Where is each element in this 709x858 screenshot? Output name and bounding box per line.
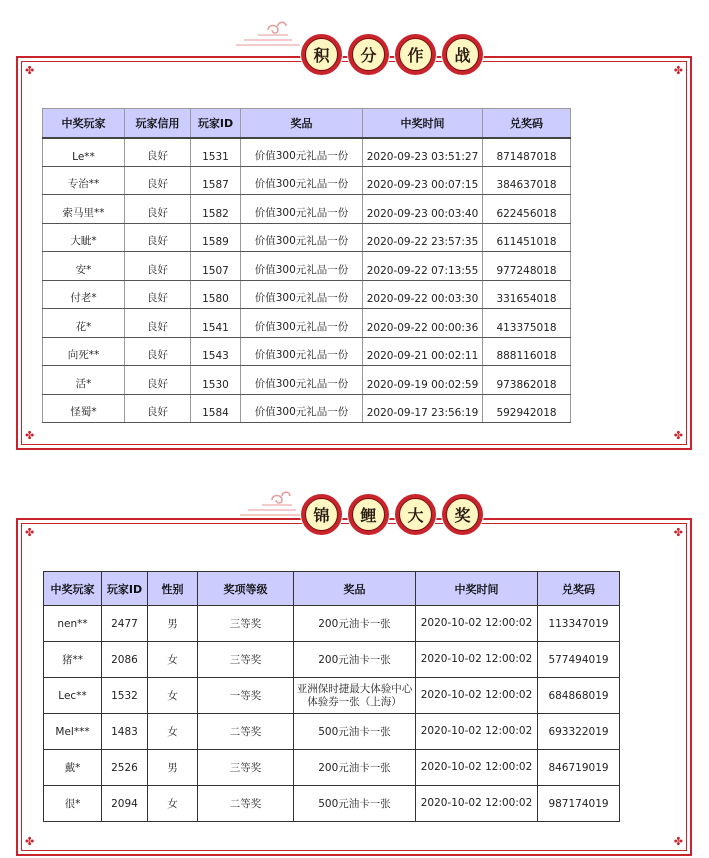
table-row (44, 714, 620, 750)
cloud-ornament-icon (238, 488, 308, 518)
table-cell: 200元油卡一张 (294, 606, 416, 642)
table-cell: 2020-10-02 12:00:02 (416, 714, 538, 750)
corner-ornament-icon: ✤ (25, 64, 35, 77)
title-char: 锦 (305, 498, 338, 531)
table-cell: 871487018 (483, 138, 571, 167)
ranking-section-1 (16, 0, 692, 450)
table-cell: 女 (148, 714, 198, 750)
table-cell: 价值300元礼品一份 (241, 280, 363, 309)
table-cell: 577494019 (538, 642, 620, 678)
table-cell: nen** (44, 606, 102, 642)
title-char: 分 (352, 38, 385, 71)
table-row (44, 786, 620, 822)
table-cell: 1530 (191, 366, 241, 395)
table-cell: 2020-10-02 12:00:02 (416, 642, 538, 678)
table-cell: 1507 (191, 252, 241, 281)
table-cell: 2477 (102, 606, 148, 642)
table-cell: 2086 (102, 642, 148, 678)
table-cell: 二等奖 (198, 714, 294, 750)
table-cell: 猪** (44, 642, 102, 678)
table-cell: 2020-09-21 00:02:11 (363, 337, 483, 366)
table-cell: 1589 (191, 223, 241, 252)
table-cell: 亚洲保时捷最大体验中心体验券一张（上海） (294, 678, 416, 714)
table-cell: 113347019 (538, 606, 620, 642)
title-medal (348, 34, 389, 75)
table-cell: 良好 (125, 394, 191, 423)
table-cell: 价值300元礼品一份 (241, 309, 363, 338)
table-row (44, 750, 620, 786)
table-cell: 973862018 (483, 366, 571, 395)
corner-ornament-icon: ✤ (673, 429, 683, 442)
table-cell: 价值300元礼品一份 (241, 195, 363, 224)
title-medal (395, 34, 436, 75)
title-medal (348, 494, 389, 535)
table-cell: 良好 (125, 252, 191, 281)
winners-table (43, 571, 620, 822)
table-cell: 戴* (44, 750, 102, 786)
table-cell: 很* (44, 786, 102, 822)
table-cell: 价值300元礼品一份 (241, 366, 363, 395)
column-header: 玩家信用 (125, 109, 191, 138)
table-cell: 索马里** (43, 195, 125, 224)
table-cell: 女 (148, 642, 198, 678)
column-header: 奖项等级 (198, 572, 294, 606)
column-header: 中奖玩家 (43, 109, 125, 138)
table-cell: 1584 (191, 394, 241, 423)
table-cell: 三等奖 (198, 750, 294, 786)
table-header-row (43, 109, 571, 138)
table-cell: 977248018 (483, 252, 571, 281)
corner-ornament-icon: ✤ (673, 64, 683, 77)
table-row (43, 195, 571, 224)
table-cell: 592942018 (483, 394, 571, 423)
table-cell: 良好 (125, 138, 191, 167)
table-cell: 活* (43, 366, 125, 395)
title-char: 奖 (446, 498, 479, 531)
table-row (43, 394, 571, 423)
table-cell: 2020-09-19 00:02:59 (363, 366, 483, 395)
table-cell: 1531 (191, 138, 241, 167)
table-cell: 200元油卡一张 (294, 642, 416, 678)
table-cell: 2020-09-23 00:03:40 (363, 195, 483, 224)
table-cell: 良好 (125, 366, 191, 395)
table-cell: 2020-10-02 12:00:02 (416, 750, 538, 786)
table-cell: 888116018 (483, 337, 571, 366)
table-cell: 1543 (191, 337, 241, 366)
table-cell: 2020-10-02 12:00:02 (416, 678, 538, 714)
table-row (43, 280, 571, 309)
table-cell: 384637018 (483, 166, 571, 195)
column-header: 中奖时间 (363, 109, 483, 138)
table-cell: 二等奖 (198, 786, 294, 822)
table-cell: 2020-10-02 12:00:02 (416, 786, 538, 822)
table-row (44, 606, 620, 642)
table-cell: 1541 (191, 309, 241, 338)
table-cell: 2526 (102, 750, 148, 786)
column-header: 兑奖码 (538, 572, 620, 606)
table-cell: 500元油卡一张 (294, 714, 416, 750)
table-cell: 2020-09-22 07:13:55 (363, 252, 483, 281)
table-cell: 331654018 (483, 280, 571, 309)
column-header: 中奖时间 (416, 572, 538, 606)
title-medal (395, 494, 436, 535)
table-cell: 男 (148, 606, 198, 642)
title-char: 作 (399, 38, 432, 71)
table-row (44, 642, 620, 678)
title-char: 积 (305, 38, 338, 71)
table-cell: 安* (43, 252, 125, 281)
table-cell: 1587 (191, 166, 241, 195)
table-cell: 一等奖 (198, 678, 294, 714)
table-cell: Mel*** (44, 714, 102, 750)
table-row (43, 166, 571, 195)
table-cell: 大眦* (43, 223, 125, 252)
table-cell: 怪蜀* (43, 394, 125, 423)
title-char: 大 (399, 498, 432, 531)
table-cell: 良好 (125, 337, 191, 366)
table-cell: 三等奖 (198, 642, 294, 678)
title-medal (442, 34, 483, 75)
corner-ornament-icon: ✤ (25, 526, 35, 539)
table-cell: 良好 (125, 309, 191, 338)
table-cell: 693322019 (538, 714, 620, 750)
table-cell: 付老* (43, 280, 125, 309)
table-cell: 价值300元礼品一份 (241, 252, 363, 281)
table-cell: 2020-10-02 12:00:02 (416, 606, 538, 642)
table-cell: 专治** (43, 166, 125, 195)
table-header-row (44, 572, 620, 606)
table-cell: 987174019 (538, 786, 620, 822)
table-row (43, 309, 571, 338)
section-title (301, 34, 483, 75)
table-cell: 1580 (191, 280, 241, 309)
table-row (43, 337, 571, 366)
title-medal (301, 494, 342, 535)
table-cell: 三等奖 (198, 606, 294, 642)
column-header: 奖品 (241, 109, 363, 138)
table-row (43, 366, 571, 395)
title-char: 战 (446, 38, 479, 71)
column-header: 玩家ID (191, 109, 241, 138)
column-header: 兑奖码 (483, 109, 571, 138)
table-cell: 价值300元礼品一份 (241, 166, 363, 195)
table-cell: 1483 (102, 714, 148, 750)
table-cell: 2020-09-23 03:51:27 (363, 138, 483, 167)
title-medal (301, 34, 342, 75)
table-cell: 良好 (125, 195, 191, 224)
table-cell: 622456018 (483, 195, 571, 224)
section-frame (16, 518, 692, 856)
table-cell: 价值300元礼品一份 (241, 223, 363, 252)
winners-table (42, 108, 571, 423)
table-cell: 846719019 (538, 750, 620, 786)
table-cell: 500元油卡一张 (294, 786, 416, 822)
table-cell: Lec** (44, 678, 102, 714)
table-cell: 价值300元礼品一份 (241, 394, 363, 423)
section-frame (16, 56, 692, 450)
table-cell: 花* (43, 309, 125, 338)
table-row (43, 138, 571, 167)
table-cell: 2094 (102, 786, 148, 822)
corner-ornament-icon: ✤ (25, 429, 35, 442)
table-cell: 向死** (43, 337, 125, 366)
table-cell: 1582 (191, 195, 241, 224)
column-header: 中奖玩家 (44, 572, 102, 606)
table-cell: 684868019 (538, 678, 620, 714)
column-header: 奖品 (294, 572, 416, 606)
cloud-ornament-icon (234, 18, 304, 48)
table-cell: 2020-09-17 23:56:19 (363, 394, 483, 423)
table-cell: 良好 (125, 166, 191, 195)
table-cell: 价值300元礼品一份 (241, 337, 363, 366)
table-cell: 2020-09-22 00:03:30 (363, 280, 483, 309)
table-cell: 女 (148, 786, 198, 822)
table-cell: 200元油卡一张 (294, 750, 416, 786)
title-medal (442, 494, 483, 535)
table-cell: 2020-09-22 23:57:35 (363, 223, 483, 252)
table-cell: 男 (148, 750, 198, 786)
table-cell: 价值300元礼品一份 (241, 138, 363, 167)
table-cell: 良好 (125, 280, 191, 309)
table-row (44, 678, 620, 714)
column-header: 性别 (148, 572, 198, 606)
table-cell: 413375018 (483, 309, 571, 338)
title-char: 鲤 (352, 498, 385, 531)
table-row (43, 252, 571, 281)
table-cell: 611451018 (483, 223, 571, 252)
table-cell: 1532 (102, 678, 148, 714)
table-cell: 2020-09-22 00:00:36 (363, 309, 483, 338)
section-title (301, 494, 483, 535)
column-header: 玩家ID (102, 572, 148, 606)
table-row (43, 223, 571, 252)
corner-ornament-icon: ✤ (25, 835, 35, 848)
corner-ornament-icon: ✤ (673, 526, 683, 539)
table-cell: 2020-09-23 00:07:15 (363, 166, 483, 195)
ranking-section-2 (16, 480, 692, 858)
table-cell: 女 (148, 678, 198, 714)
table-cell: Le** (43, 138, 125, 167)
corner-ornament-icon: ✤ (673, 835, 683, 848)
table-cell: 良好 (125, 223, 191, 252)
